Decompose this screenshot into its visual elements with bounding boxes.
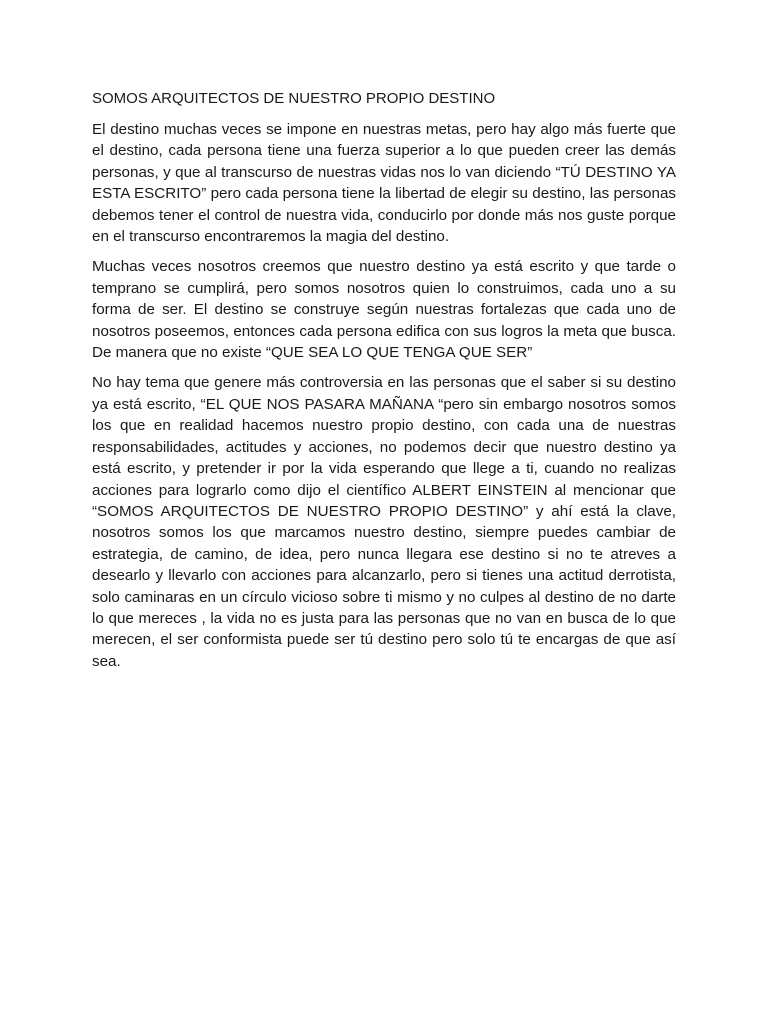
paragraph-1: El destino muchas veces se impone en nuestras metas, pero hay algo más fuerte que el destino, cada persona tiene una fuerza superior a lo que pueden creer las demás personas, y que al transcurso de nuestras vidas nos lo van diciendo “TÚ DESTINO YA ESTA ESCRITO” pero cada persona tiene la libertad de elegir su destino, las personas debemos tener el control de nuestra vida, conducirlo por donde más nos guste porque en el transcurso encontraremos la magia del destino. xyxy=(92,121,676,246)
paragraph-2: Muchas veces nosotros creemos que nuestro destino ya está escrito y que tarde o temprano se cumplirá, pero somos nosotros quien lo construimos, cada uno a su forma de ser. El destino se construye según nuestras fortalezas que cada uno de nosotros poseemos, entonces cada persona edifica con sus logros la meta que busca. De manera que no existe “QUE SEA LO QUE TENGA QUE SER” xyxy=(92,258,676,362)
document-title: SOMOS ARQUITECTOS DE NUESTRO PROPIO DESTINO xyxy=(92,90,496,107)
paragraph-3: No hay tema que genere más controversia en las personas que el saber si su destino ya está escrito, “EL QUE NOS PASARA MAÑANA “pero sin embargo nosotros somos los que en realidad hacemos nuestro propio destino, con cada una de nuestras responsabilidades, actitudes y acciones, no podemos decir que nuestro destino ya está escrito, y pretender ir por la vida esperando que llege a ti, cuando no realizas acciones para lograrlo como dijo el científico ALBERT EINSTEIN al mencionar que “SOMOS ARQUITECTOS DE NUESTRO PROPIO DESTINO” y ahí está la clave, nosotros somos los que marcamos nuestro destino, siempre puedes cambiar de estrategia, de camino, de idea, pero nunca llegara ese destino si no te atreves a desearlo y llevarlo con acciones para alcanzarlo, pero si tienes una actitud derrotista, solo caminaras en un círculo vicioso sobre ti mismo y no culpes al destino de no darte lo que mereces , la vida no es justa para las personas que no van en busca de lo que merecen, el ser conformista puede ser tú destino pero solo tú te encargas de que así sea. xyxy=(92,374,676,670)
document-body xyxy=(92,87,676,681)
